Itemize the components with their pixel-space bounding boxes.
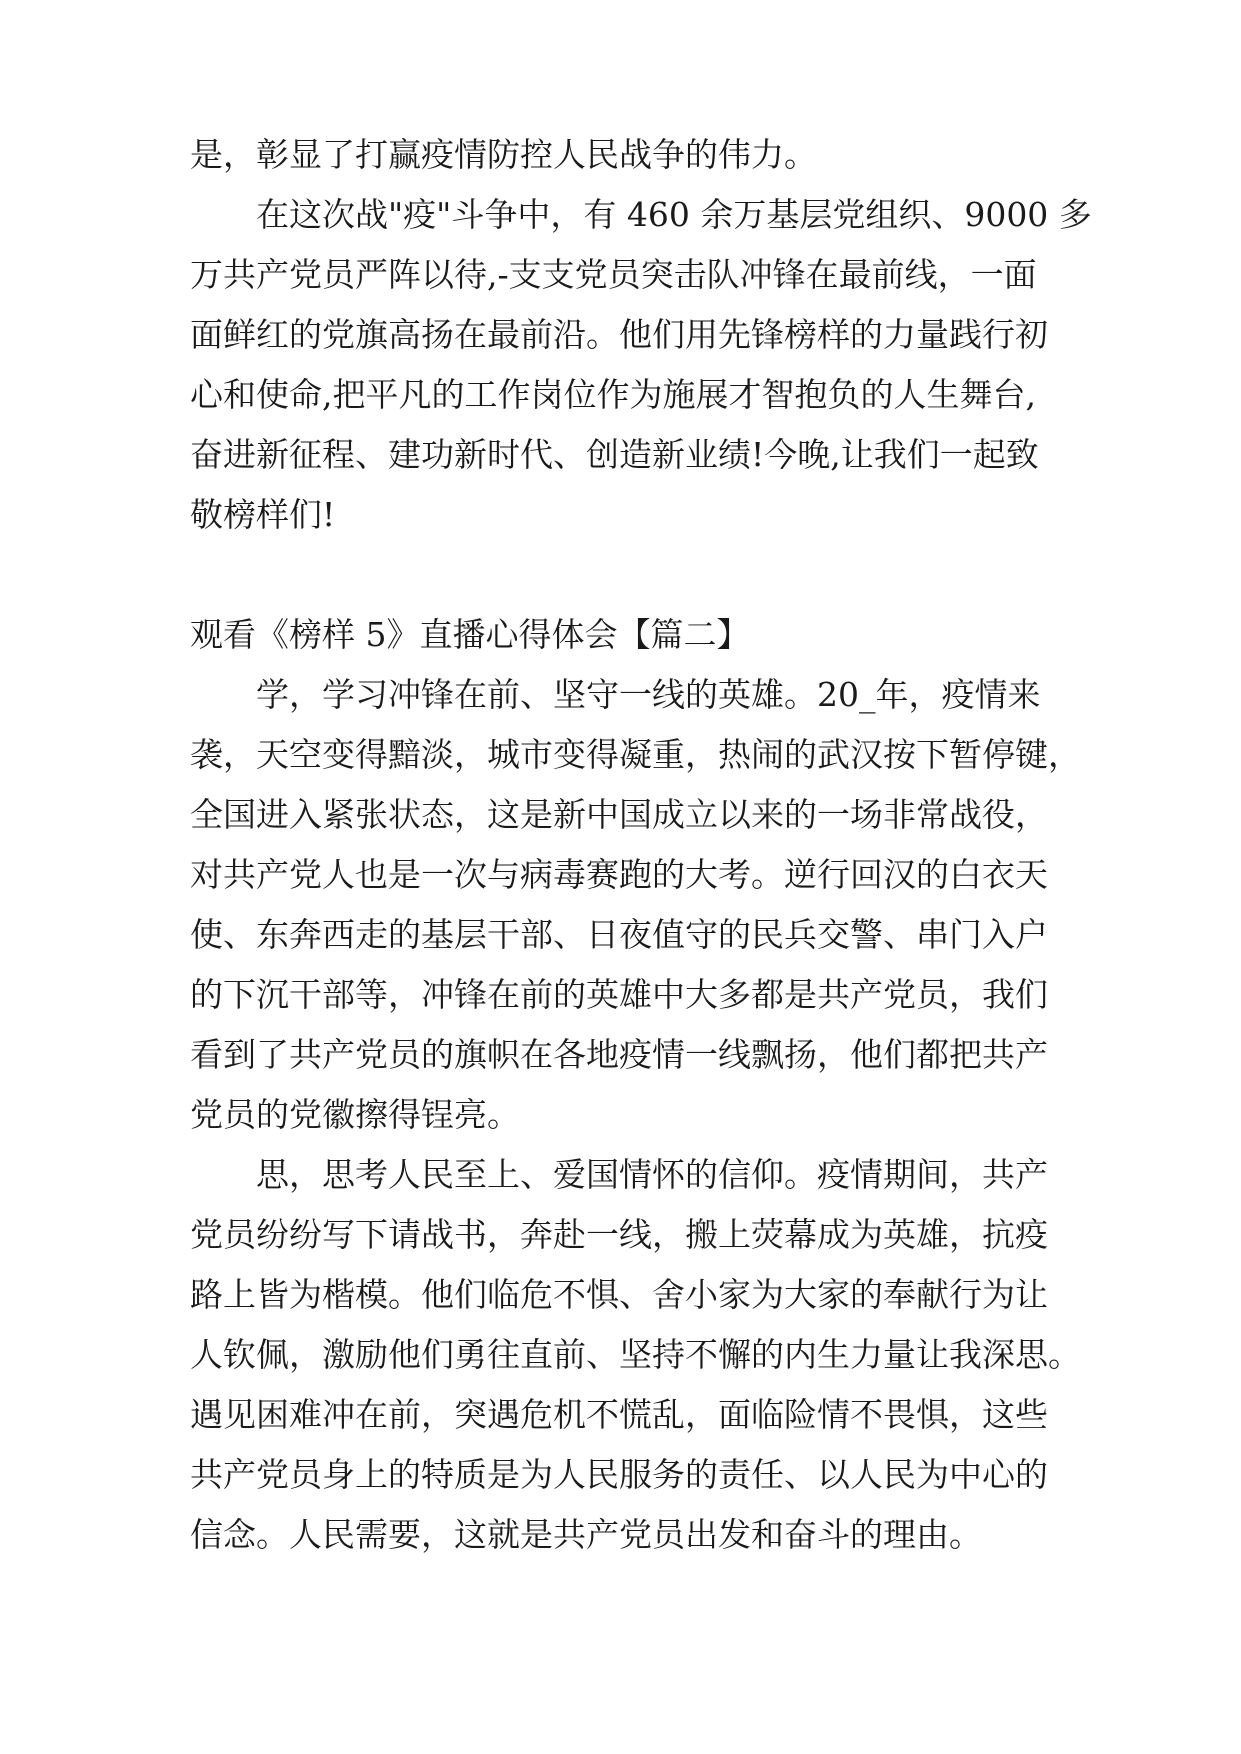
intro-tail-line-1: 是，彰显了打赢疫情防控人民战争的伟力。 xyxy=(190,135,817,174)
paragraph-2-line-4: 对共产党人也是一次与病毒赛跑的大考。逆行回汉的白衣天 xyxy=(190,855,1048,894)
paragraph-1-line-6: 敬榜样们! xyxy=(190,495,336,534)
paragraph-2-line-7: 看到了共产党员的旗帜在各地疫情一线飘扬，他们都把共产 xyxy=(190,1035,1048,1074)
paragraph-1-line-1: 在这次战"疫"斗争中，有 460 余万基层党组织、9000 多 xyxy=(256,195,1092,234)
paragraph-2-line-8: 党员的党徽擦得锃亮。 xyxy=(190,1095,520,1134)
paragraph-2-line-2: 袭，天空变得黯淡，城市变得凝重，热闹的武汉按下暂停键， xyxy=(190,735,1081,774)
paragraph-2-line-6: 的下沉干部等，冲锋在前的英雄中大多都是共产党员，我们 xyxy=(190,975,1048,1014)
paragraph-3-line-1: 思，思考人民至上、爱国情怀的信仰。疫情期间，共产 xyxy=(256,1155,1048,1194)
section-heading: 观看《榜样 5》直播心得体会【篇二】 xyxy=(190,615,750,654)
paragraph-1-line-3: 面鲜红的党旗高扬在最前沿。他们用先锋榜样的力量践行初 xyxy=(190,315,1048,354)
paragraph-2-line-3: 全国进入紧张状态，这是新中国成立以来的一场非常战役， xyxy=(190,795,1048,834)
paragraph-3-line-2: 党员纷纷写下请战书，奔赴一线，搬上荧幕成为英雄，抗疫 xyxy=(190,1215,1048,1254)
paragraph-3-line-6: 共产党员身上的特质是为人民服务的责任、以人民为中心的 xyxy=(190,1455,1048,1494)
paragraph-3-line-4: 人钦佩，激励他们勇往直前、坚持不懈的内生力量让我深思。 xyxy=(190,1335,1081,1374)
paragraph-2-line-1: 学，学习冲锋在前、坚守一线的英雄。20_年，疫情来 xyxy=(256,675,1041,714)
paragraph-3-line-5: 遇见困难冲在前，突遇危机不慌乱，面临险情不畏惧，这些 xyxy=(190,1395,1048,1434)
paragraph-1-line-4: 心和使命,把平凡的工作岗位作为施展才智抱负的人生舞台, xyxy=(190,375,1036,414)
paragraph-1-line-2: 万共产党员严阵以待,-支支党员突击队冲锋在最前线，一面 xyxy=(190,255,1037,294)
paragraph-1-line-5: 奋进新征程、建功新时代、创造新业绩!今晚,让我们一起致 xyxy=(190,435,1039,474)
paragraph-2-line-5: 使、东奔西走的基层干部、日夜值守的民兵交警、串门入户 xyxy=(190,915,1048,954)
paragraph-3-line-3: 路上皆为楷模。他们临危不惧、舍小家为大家的奉献行为让 xyxy=(190,1275,1048,1314)
paragraph-3-line-7: 信念。人民需要，这就是共产党员出发和奋斗的理由。 xyxy=(190,1515,982,1554)
